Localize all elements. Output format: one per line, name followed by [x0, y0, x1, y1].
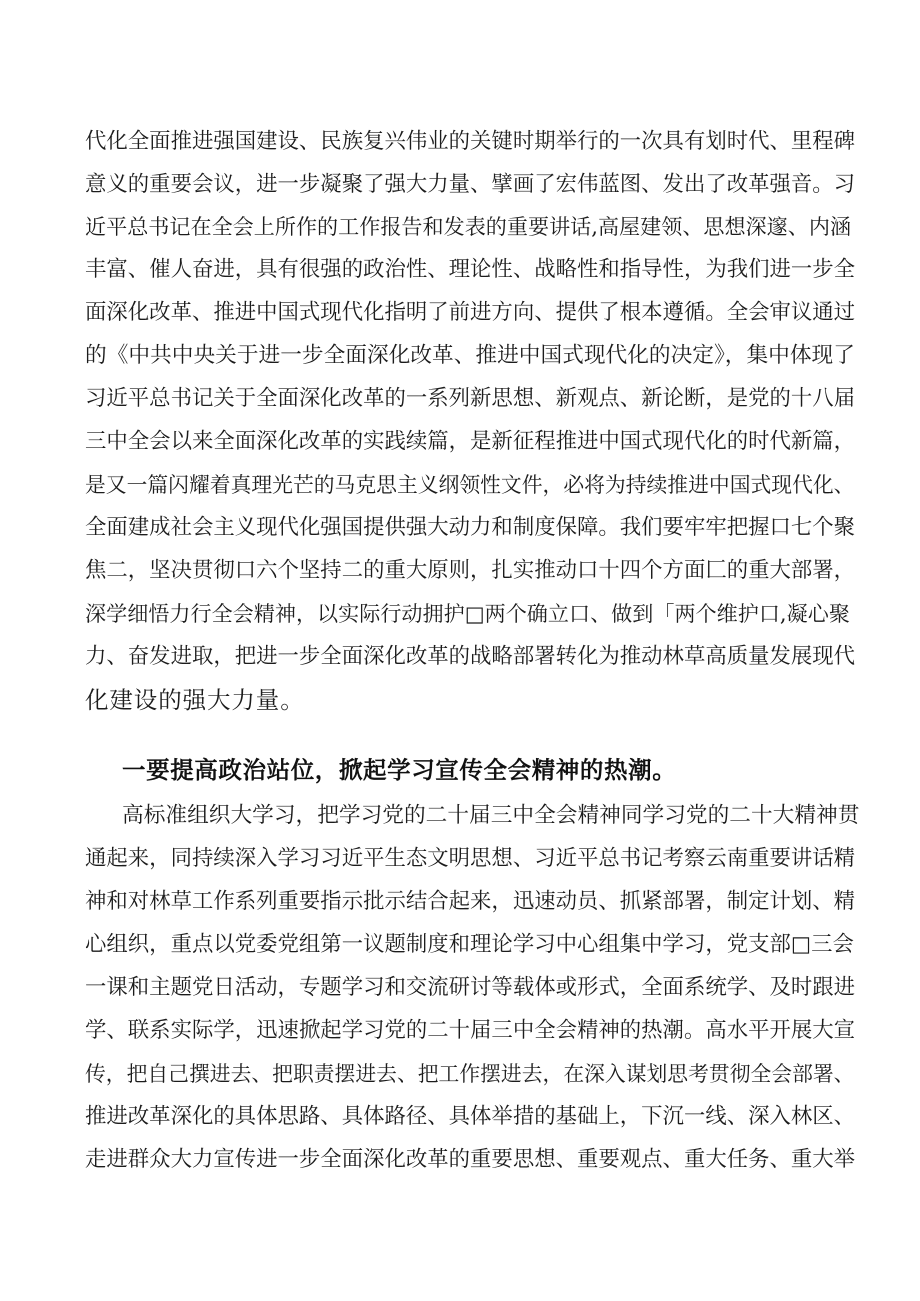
text-line: 推进改革深化的具体思路、具体路径、具体举措的基础上，下沉一线、深入林区、: [85, 1104, 856, 1129]
text-line: 是又一篇闪耀着真理光芒的马克思主义纲领性文件，必将为持续推进中国式现代化、: [85, 473, 855, 497]
text-line: 心组织，重点以党委党组第一议题制度和理论学习中心组集中学习，党支部□三会: [85, 932, 854, 957]
text-line: 通起来，同持续深入学习习近平生态文明思想、习近平总书记考察云南重要讲话精: [85, 846, 856, 871]
text-line: 三中全会以来全面深化改革的实践续篇，是新征程推进中国式现代化的时代新篇，: [85, 429, 856, 454]
text-line: 近平总书记在全会上所作的工作报告和发表的重要讲话,高屋建领、思想深邃、内涵: [85, 214, 852, 239]
text-line: 传，把自己撰进去、把职责摆进去、把工作摆进去，在深入谋划思考贯彻全会部署、: [85, 1062, 855, 1086]
section-heading: 一要提高政治站位，掀起学习宣传全会精神的热潮。: [122, 756, 677, 784]
text-line: 学、联系实际学，迅速掀起学习党的二十届三中全会精神的热潮。高水平开展大宣: [85, 1018, 856, 1043]
text-line: 意义的重要会议，进一步凝聚了强大力量、擘画了宏伟蓝图、发出了改革强音。习: [85, 172, 856, 197]
text-line: 深学细悟力行全会精神，以实际行动拥护□两个确立口、做到「两个维护口,凝心聚: [85, 601, 850, 626]
text-line: 高标准组织大学习，把学习党的二十届三中全会精神同学习党的二十大精神贯: [122, 803, 860, 828]
text-line: 焦二，坚决贯彻口六个坚持二的重大原则，扎实推动口十四个方面匚的重大部署，: [85, 558, 856, 583]
text-line: 习近平总书记关于全面深化改革的一系列新思想、新观点、新论断，是党的十八届: [85, 386, 856, 411]
text-line: 面深化改革、推进中国式现代化指明了前进方向、提供了根本遵循。全会审议通过: [85, 300, 856, 325]
text-line: 代化全面推进强国建设、民族复兴伟业的关键时期举行的一次具有划时代、里程碑: [85, 129, 856, 154]
text-line: 的《中共中央关于进一步全面深化改革、推进中国式现代化的决定》，集中体现了: [85, 343, 855, 368]
text-line: 丰富、催人奋进，具有很强的政治性、理论性、战略性和指导性，为我们进一步全: [85, 257, 856, 282]
text-line: 全面建成社会主义现代化强国提供强大动力和制度保障。我们要牢牢把握口七个聚: [85, 515, 856, 540]
text-line: 神和对林草工作系列重要指示批示结合起来，迅速动员、抓紧部署，制定计划、精: [85, 889, 856, 914]
text-line: 走进群众大力宣传进一步全面深化改革的重要思想、重要观点、重大任务、重大举: [85, 1147, 856, 1172]
text-line: 一课和主题党日活动，专题学习和交流研讨等载体或形式，全面系统学、及时跟进: [85, 975, 856, 1000]
text-line: 化建设的强大力量。: [85, 686, 305, 714]
text-line: 力、奋发进取，把进一步全面深化改革的战略部署转化为推动林草高质量发展现代: [85, 644, 856, 669]
